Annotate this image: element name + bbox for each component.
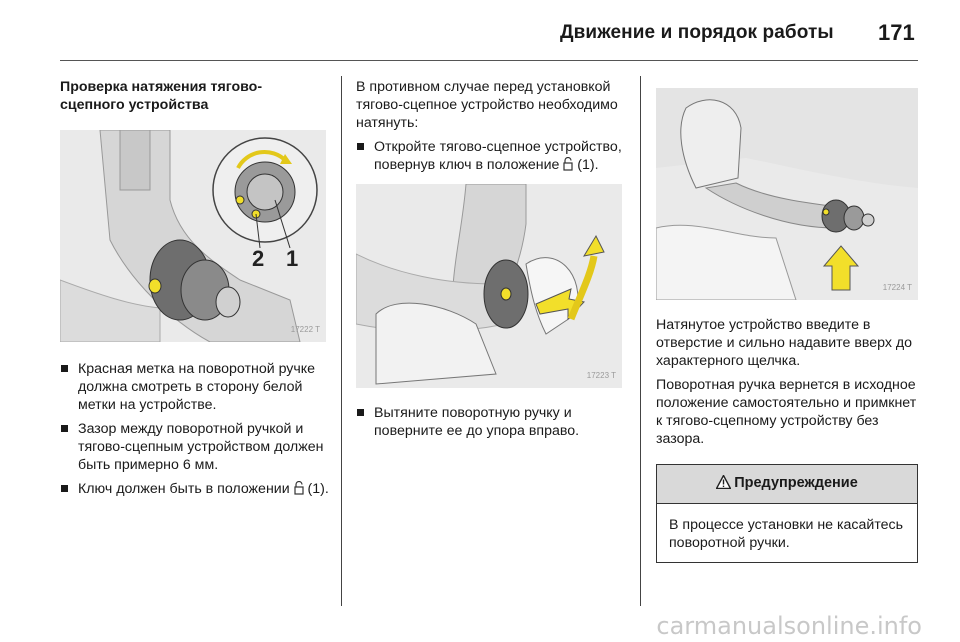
open-lock-icon: [294, 481, 304, 500]
section-heading: Проверка натяжения тягово-сцепного устройства: [60, 79, 263, 113]
figure-pull-knob: [356, 184, 622, 388]
warning-header: Предупреждение: [657, 465, 917, 504]
callout-1: 1: [286, 246, 299, 271]
page-title: Движение и порядок работы: [560, 22, 834, 43]
list-item: Ключ должен быть в положении (1).: [60, 480, 330, 500]
list-item: Откройте тягово-сцепное устройство, повернув ключ в положение (1).: [356, 138, 628, 176]
list-item: Красная метка на поворотной ручке должна смотреть в сторону белой метки на устройстве.: [60, 360, 330, 414]
instruction-paragraph: Натянутое устройство введите в отверстие и сильно надавите вверх до характерного щелчка.: [656, 317, 913, 369]
warning-box: [656, 464, 918, 563]
page-number: 171: [878, 20, 915, 45]
column-1: [60, 78, 330, 506]
insert-device-illustration: [656, 88, 918, 300]
intro-paragraph: В противном случае перед установкой тягово-сцепное устройство необходимо натянуть:: [356, 79, 618, 131]
figure-code: 17224 T: [882, 283, 912, 292]
column-divider-left: [341, 76, 342, 606]
warning-body: В процессе установки не касайтесь поворотной ручки.: [669, 517, 904, 551]
info-paragraph: Поворотная ручка вернется в исходное положение самостоятельно и примкнет к тягово-сцепному устройству без зазора.: [656, 377, 917, 447]
figure-tension-check: [60, 130, 326, 342]
pull-knob-illustration: [356, 184, 622, 388]
figure-code: 17222 T: [290, 325, 320, 334]
figure-insert-device: [656, 88, 918, 300]
tow-bar-illustration: [60, 130, 326, 342]
figure-code: 17223 T: [586, 371, 616, 380]
callout-2: 2: [252, 246, 265, 271]
header-divider: [60, 60, 918, 61]
column-divider-right: [640, 76, 641, 606]
watermark: carmanualsonline.info: [656, 612, 922, 640]
list-item: Зазор между поворотной ручкой и тягово-сцепным устройством должен быть примерно 6 мм.: [60, 420, 330, 474]
warning-triangle-icon: [716, 475, 731, 494]
open-lock-icon: [563, 157, 573, 176]
column-3: [656, 78, 918, 563]
column-2: [356, 78, 628, 446]
list-item: Вытяните поворотную ручку и поверните ее до упора вправо.: [356, 404, 628, 440]
